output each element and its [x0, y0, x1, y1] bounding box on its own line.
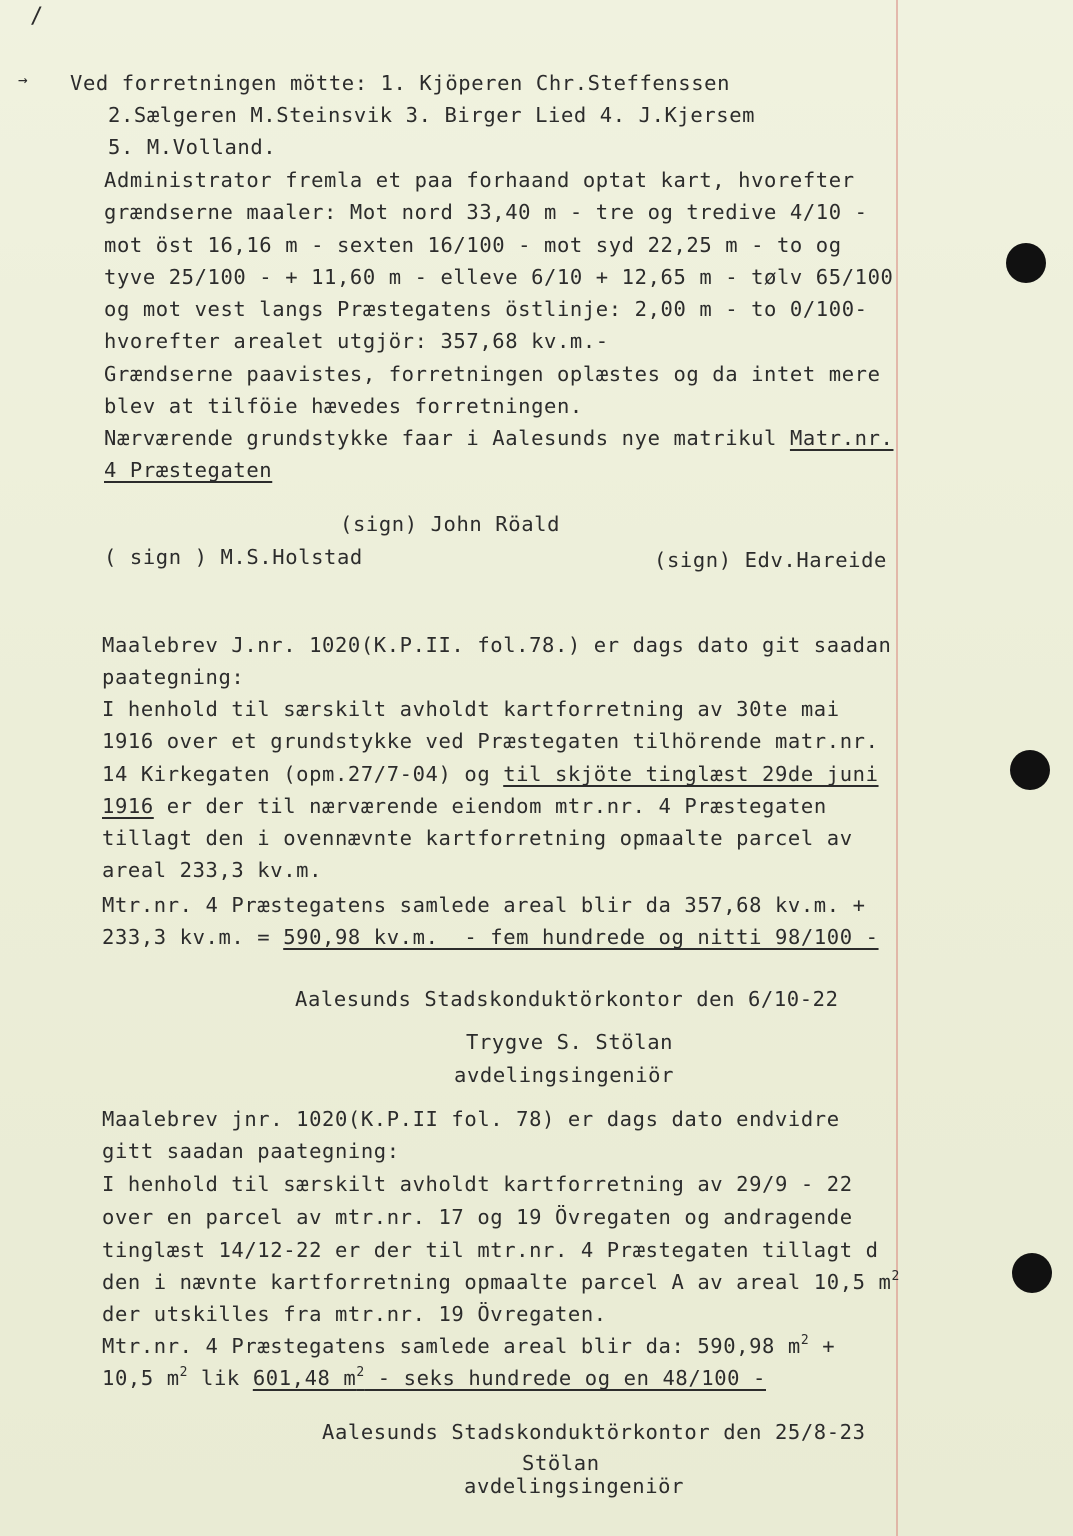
- text-line: Aalesunds Stadskonduktörkontor den 6/10-22: [295, 987, 839, 1011]
- text-line: Nærværende grundstykke faar i Aalesunds nye matrikul Matr.nr.: [104, 426, 894, 450]
- punch-hole: [1012, 1253, 1052, 1293]
- punch-hole: [1006, 243, 1046, 283]
- text-line: den i nævnte kartforretning opmaalte parcel A av areal 10,5 $m^2$: [102, 1269, 900, 1294]
- text-line: Maalebrev jnr. 1020(K.P.II fol. 78) er dags dato endvidre: [102, 1107, 840, 1131]
- text-line: (sign) John Röald: [340, 512, 561, 536]
- bullet-mark: →: [18, 70, 28, 89]
- corner-mark: /: [30, 4, 44, 29]
- text-line: Trygve S. Stölan: [466, 1030, 674, 1054]
- text-line: I henhold til særskilt avholdt kartforretning av 29/9 - 22: [102, 1172, 853, 1196]
- text-line: 233,3 kv.m. = 590,98 kv.m. - fem hundrede og nitti 98/100 -: [102, 925, 879, 949]
- text-line: over en parcel av mtr.nr. 17 og 19 Övregaten og andragende: [102, 1205, 853, 1229]
- text-line: tillagt den i ovennævnte kartforretning opmaalte parcel av: [102, 826, 853, 850]
- text-line: Aalesunds Stadskonduktörkontor den 25/8-23: [322, 1420, 866, 1444]
- text-line: der utskilles fra mtr.nr. 19 Övregaten.: [102, 1302, 607, 1326]
- text-line: 5. M.Volland.: [108, 135, 277, 159]
- margin-line: [896, 0, 898, 1536]
- text-line: 2.Sælgeren M.Steinsvik 3. Birger Lied 4. J.Kjersem: [108, 103, 756, 127]
- text-line: ( sign ) M.S.Holstad: [104, 545, 363, 569]
- text-line: 14 Kirkegaten (opm.27/7-04) og til skjöte tinglæst 29de juni: [102, 762, 879, 786]
- text-line: gitt saadan paategning:: [102, 1139, 400, 1163]
- text-line: avdelingsingeniör: [464, 1474, 685, 1498]
- text-line: tinglæst 14/12-22 er der til mtr.nr. 4 Præstegaten tillagt d: [102, 1238, 879, 1262]
- text-line: 10,5 $m^2$ lik 601,48 $m^2$ - seks hundrede og en 48/100 -: [102, 1365, 766, 1390]
- text-line: hvorefter arealet utgjör: 357,68 kv.m.-: [104, 329, 609, 353]
- text-line: blev at tilföie hævedes forretningen.: [104, 394, 583, 418]
- text-line: grændserne maaler: Mot nord 33,40 m - tre og tredive 4/10 -: [104, 200, 868, 224]
- text-line: (sign) Edv.Hareide: [654, 548, 887, 572]
- text-line: og mot vest langs Præstegatens östlinje: 2,00 m - to 0/100-: [104, 297, 868, 321]
- text-line: mot öst 16,16 m - sexten 16/100 - mot syd 22,25 m - to og: [104, 233, 842, 257]
- text-line: Mtr.nr. 4 Præstegatens samlede areal blir da 357,68 kv.m. +: [102, 893, 866, 917]
- text-line: 1916 er der til nærværende eiendom mtr.nr. 4 Præstegaten: [102, 794, 827, 818]
- text-line: tyve 25/100 - + 11,60 m - elleve 6/10 + 12,65 m - tølv 65/100: [104, 265, 894, 289]
- text-line: I henhold til særskilt avholdt kartforretning av 30te mai: [102, 697, 840, 721]
- text-line: Ved forretningen mötte: 1. Kjöperen Chr.Steffenssen: [70, 71, 731, 95]
- text-line: areal 233,3 kv.m.: [102, 858, 323, 882]
- text-line: Mtr.nr. 4 Præstegatens samlede areal blir da: 590,98 $m^2$ +: [102, 1333, 836, 1358]
- text-line: avdelingsingeniör: [454, 1063, 675, 1087]
- text-line: 1916 over et grundstykke ved Præstegaten tilhörende matr.nr.: [102, 729, 879, 753]
- text-line: Maalebrev J.nr. 1020(K.P.II. fol.78.) er dags dato git saadan: [102, 633, 892, 657]
- punch-hole: [1010, 750, 1050, 790]
- text-line: Stölan: [522, 1451, 600, 1475]
- text-line: 4 Præstegaten: [104, 458, 273, 482]
- text-line: Grændserne paavistes, forretningen oplæstes og da intet mere: [104, 362, 881, 386]
- text-line: paategning:: [102, 665, 245, 689]
- text-line: Administrator fremla et paa forhaand optat kart, hvorefter: [104, 168, 855, 192]
